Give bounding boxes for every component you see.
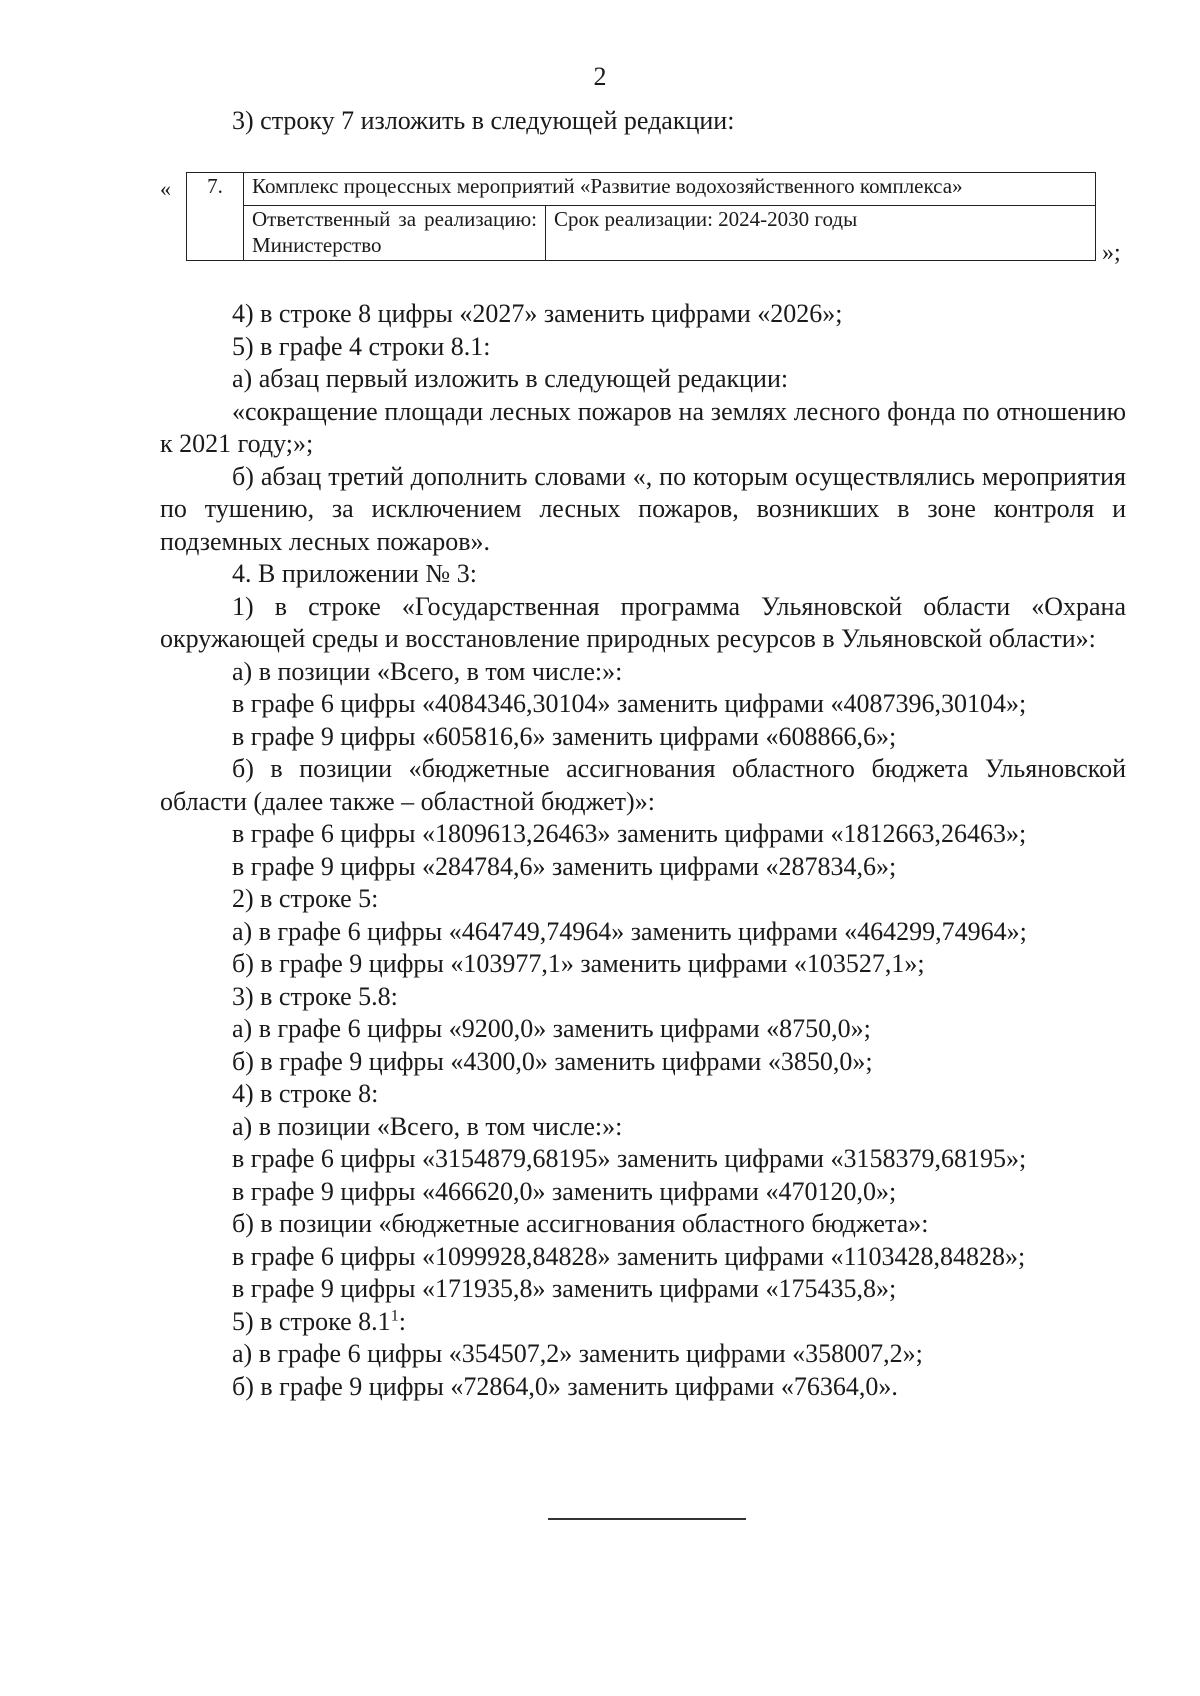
paragraph: 4. В приложении № 3: xyxy=(232,559,477,588)
paragraph: «сокращение площади лесных пожаров на землях лесного фонда по отношению к 2021 году;»; xyxy=(160,396,1126,458)
paragraph: б) в графе 9 цифры «4300,0» заменить цифрами «3850,0»; xyxy=(232,1046,873,1076)
page-number: 2 xyxy=(593,62,607,91)
paragraph: 3) в строке 5.8: xyxy=(232,981,398,1011)
paragraph: в графе 6 цифры «3154879,68195» заменить цифрами «3158379,68195»; xyxy=(232,1144,1027,1173)
paragraph: 4) в строке 8 цифры «2027» заменить цифрами «2026»; xyxy=(232,299,843,328)
responsible-cell: Ответственный за реализацию: Министерство xyxy=(244,206,546,261)
paragraph: в графе 9 цифры «171935,8» заменить цифрами «175435,8»; xyxy=(232,1274,897,1303)
paragraph: а) абзац первый изложить в следующей редакции: xyxy=(232,364,789,393)
row7-block xyxy=(160,172,1140,266)
paragraph: в графе 6 цифры «1099928,84828» заменить цифрами «1103428,84828»; xyxy=(232,1241,1026,1271)
paragraph: в графе 6 цифры «1809613,26463» заменить цифрами «1812663,26463»; xyxy=(232,819,1027,848)
paragraph: а) в позиции «Всего, в том числе:»: xyxy=(232,1111,623,1141)
row-8-1-prefix: 5) в строке 8.1 xyxy=(232,1306,391,1336)
paragraph: б) в графе 9 цифры «103977,1» заменить цифрами «103527,1»; xyxy=(232,949,925,978)
row-title-cell: Комплекс процессных мероприятий «Развитие водохозяйственного комплекса» xyxy=(244,173,1096,206)
paragraph: а) в графе 6 цифры «354507,2» заменить цифрами «358007,2»; xyxy=(232,1339,923,1368)
paragraph: б) в позиции «бюджетные ассигнования областного бюджета Ульяновской области (далее также – областной бюджет)»: xyxy=(160,754,1126,816)
paragraph: 5) в графе 4 строки 8.1: xyxy=(232,331,491,361)
paragraph: б) в графе 9 цифры «72864,0» заменить цифрами «76364,0». xyxy=(232,1371,898,1401)
paragraph: б) в позиции «бюджетные ассигнования областного бюджета»: xyxy=(232,1209,929,1238)
paragraph: 1) в строке «Государственная программа Ульяновской области «Охрана окружающей среды и восстановление природных ресурсов в Ульяновской области»: xyxy=(160,591,1126,653)
paragraph: в графе 6 цифры «4084346,30104» заменить цифрами «4087396,30104»; xyxy=(232,689,1027,718)
opening-quote: « xyxy=(160,176,171,201)
row-number-cell: 7. xyxy=(187,173,244,261)
row7-table xyxy=(186,172,1096,261)
paragraph: в графе 9 цифры «605816,6» заменить цифрами «608866,6»; xyxy=(232,721,897,751)
paragraph: в графе 9 цифры «466620,0» заменить цифрами «470120,0»; xyxy=(232,1176,897,1206)
closing-quote: »; xyxy=(1102,240,1121,266)
paragraph: 2) в строке 5: xyxy=(232,884,379,913)
paragraph: б) абзац третий дополнить словами «, по которым осуществлялись мероприятия по тушению, за исключением лесных пожаров, возникших в зоне контроля и подземных лесных пожаров». xyxy=(160,461,1126,556)
row-8-1-suffix: : xyxy=(398,1306,406,1336)
end-divider-line xyxy=(548,1518,746,1520)
paragraph: а) в графе 6 цифры «464749,74964» заменить цифрами «464299,74964»; xyxy=(232,916,1027,946)
term-cell: Срок реализации: 2024-2030 годы xyxy=(546,206,1096,261)
paragraph: а) в позиции «Всего, в том числе:»: xyxy=(232,656,623,686)
document-body xyxy=(160,298,1126,1403)
paragraph: а) в графе 6 цифры «9200,0» заменить цифрами «8750,0»; xyxy=(232,1014,871,1043)
paragraph: в графе 9 цифры «284784,6» заменить цифрами «287834,6»; xyxy=(232,851,897,881)
row-8-1-superscript: 1 xyxy=(390,1306,399,1324)
amendment-heading: 3) строку 7 изложить в следующей редакции: xyxy=(232,106,735,135)
paragraph-row-8-1 xyxy=(160,1306,1126,1339)
paragraph: 4) в строке 8: xyxy=(232,1079,379,1108)
